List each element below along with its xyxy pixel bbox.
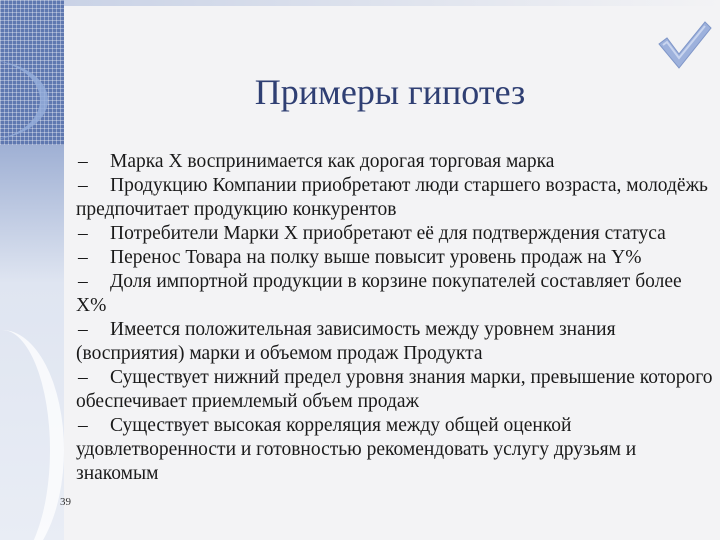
list-item-text: Марка Х воспринимается как дорогая торговая марка	[110, 151, 555, 172]
list-item	[76, 270, 716, 318]
bullet-dash: –	[78, 271, 88, 292]
list-item-text: Потребители Марки Х приобретают её для подтверждения статуса	[110, 223, 666, 244]
list-item-text: Продукцию Компании приобретают люди старшего возраста, молодёжь предпочитает продукцию конкурентов	[76, 175, 708, 220]
bullet-dash: –	[78, 151, 88, 172]
list-item-text: Доля импортной продукции в корзине покупателей составляет более X%	[76, 271, 682, 316]
list-item	[76, 246, 716, 270]
list-item	[76, 150, 716, 174]
bullet-dash: –	[78, 415, 88, 436]
check-mark-icon	[655, 18, 713, 70]
list-item-text: Имеется положительная зависимость между уровнем знания (восприятия) марки и объемом продаж Продукта	[76, 319, 616, 364]
bullet-dash: –	[78, 223, 88, 244]
page-number: 39	[60, 496, 71, 508]
bullet-dash: –	[78, 367, 88, 388]
list-item	[76, 318, 716, 366]
list-item-text: Существует высокая корреляция между общей оценкой удовлетворенности и готовностью рекомендовать услугу друзьям и знакомым	[76, 415, 637, 484]
hypotheses-list	[76, 150, 716, 486]
decorative-top-strip	[64, 0, 720, 6]
slide-title: Примеры гипотез	[254, 72, 526, 112]
list-item-text: Существует нижний предел уровня знания марки, превышение которого обеспечивает приемлемый объем продаж	[76, 367, 713, 412]
list-item	[76, 222, 716, 246]
list-item	[76, 174, 716, 222]
list-item-text: Перенос Товара на полку выше повысит уровень продаж на Y%	[110, 247, 642, 268]
bullet-dash: –	[78, 247, 88, 268]
decorative-side-band	[0, 0, 64, 540]
list-item	[76, 366, 716, 414]
list-item	[76, 414, 716, 486]
bullet-dash: –	[78, 175, 88, 196]
bullet-dash: –	[78, 319, 88, 340]
